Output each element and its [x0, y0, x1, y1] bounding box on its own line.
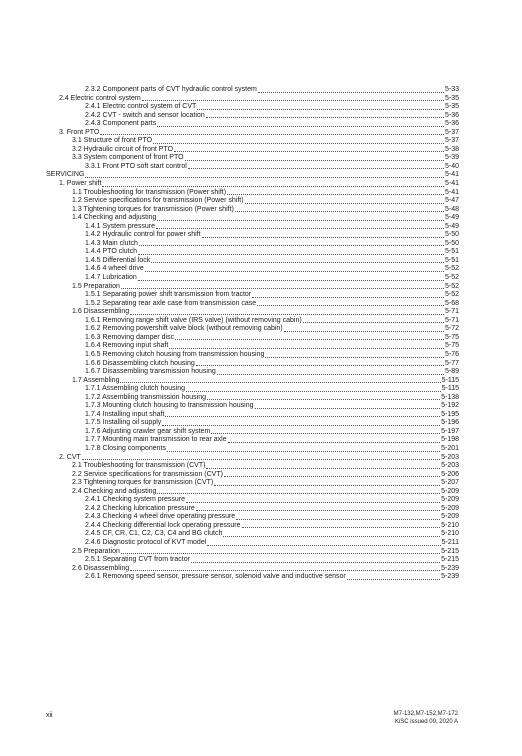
toc-entry-page: 5-49 — [444, 214, 459, 222]
toc-entry-page: 5-210 — [441, 530, 459, 538]
toc-entry-page: 5-209 — [441, 496, 459, 504]
toc-entry-page: 5-215 — [441, 556, 459, 564]
toc-entry-title: 2.1 Troubleshooting for transmission (CVT) — [72, 462, 206, 470]
toc-entry-title: 1.6.3 Removing damper disc — [85, 333, 175, 341]
toc-entry-title: 3.3 System component of front PTO — [72, 154, 184, 162]
toc-entry-page: 5-203 — [441, 462, 459, 470]
page-number: xii — [46, 712, 53, 719]
toc-entry[interactable] — [0, 573, 522, 582]
toc-entry-title: 1.4.6 4 wheel drive — [85, 265, 144, 273]
toc-entry-page: 5-89 — [444, 368, 459, 376]
toc-entry-page: 5-38 — [444, 145, 459, 153]
toc-entry-title: 1.3 Tightening torques for transmission (Power shift) — [72, 205, 234, 213]
toc-entry-title: 1.7.5 Installing oil supply — [85, 419, 162, 427]
toc-entry-title: 1.4 Checking and adjusting — [72, 214, 157, 222]
toc-entry-page: 5-50 — [444, 239, 459, 247]
issue-note: KiSC issued 09, 2020 A — [394, 718, 458, 725]
toc-entry-page: 5-36 — [444, 120, 459, 128]
toc-entry-title: 2. CVT — [59, 453, 81, 461]
toc-entry-page: 5-77 — [444, 359, 459, 367]
toc-entry[interactable] — [0, 565, 522, 574]
toc-entry-page: 5-207 — [441, 479, 459, 487]
toc-entry-page: 5-47 — [444, 197, 459, 205]
toc-entry-title: 1.7.2 Assembling transmission housing — [85, 393, 207, 401]
toc-entry-title: 2.4.2 CVT - switch and sensor location — [85, 111, 205, 119]
toc-entry-title: 2.5 Preparation — [72, 547, 120, 555]
toc-entry-title: 3.3.1 Front PTO soft start control — [85, 162, 187, 170]
toc-entry-title: 1.6.4 Removing input shaft — [85, 342, 169, 350]
toc-entry-page: 5-39 — [444, 154, 459, 162]
toc-entry-title: 1.4.4 PTO clutch — [85, 248, 138, 256]
toc-entry-page: 5-209 — [441, 504, 459, 512]
toc-entry-title: 1.4.1 System pressure — [85, 222, 156, 230]
toc-entry-page: 5-52 — [444, 282, 459, 290]
toc-entry-page: 5-71 — [444, 308, 459, 316]
toc-entry-page: 5-35 — [444, 103, 459, 111]
toc-entry-page: 5-192 — [441, 402, 459, 410]
toc-entry-title: 2.4 Electric control system — [59, 94, 141, 102]
toc-entry-page: 5-51 — [444, 248, 459, 256]
toc-entry-page: 5-33 — [444, 86, 459, 93]
toc-entry-title: 1.2 Service specifications for transmission (Power shift) — [72, 197, 244, 205]
toc-entry-page: 5-52 — [444, 265, 459, 273]
toc-entry-title: 1.6.5 Removing clutch housing from transmission housing — [85, 350, 265, 358]
toc-entry-page: 5-37 — [444, 137, 459, 145]
toc-entry-page: 5-52 — [444, 291, 459, 299]
toc-entry-page: 5-115 — [441, 376, 459, 384]
toc-entry-page: 5-76 — [444, 350, 459, 358]
toc-entry-title: 2.4.3 Component parts — [85, 120, 157, 128]
toc-entry-title: 1.1 Troubleshooting for transmission (Power shift) — [72, 188, 227, 196]
toc-entry-title: 2.5.1 Separating CVT from tractor — [85, 556, 190, 564]
toc-entry-title: 1.7.4 Installing input shaft — [85, 410, 165, 418]
toc-entry-page: 5-71 — [444, 316, 459, 324]
toc-entry-page: 5-75 — [444, 333, 459, 341]
toc-entry-page: 5-209 — [441, 513, 459, 521]
toc-entry-page: 5-68 — [444, 299, 459, 307]
toc-entry-title: 1.4.5 Differential lock — [85, 256, 151, 264]
toc-entry-title: 2.6 Disassembling — [72, 564, 130, 572]
toc-entry-page: 5-138 — [441, 393, 459, 401]
toc-entry-page: 5-41 — [444, 188, 459, 196]
toc-entry-title: 2.4.6 Diagnostic protocol of KVT model — [85, 538, 207, 546]
toc-entry-page: 5-211 — [441, 538, 459, 546]
toc-entry-title: 2.4.3 Checking 4 wheel drive operating pressure — [85, 513, 236, 521]
toc-entry-page: 5-72 — [444, 325, 459, 333]
toc-entry-page: 5-52 — [444, 274, 459, 282]
toc-entry-page: 5-51 — [444, 256, 459, 264]
toc-entry-title: 1.7.1 Assembling clutch housing — [85, 385, 186, 393]
toc-entry-page: 5-210 — [441, 521, 459, 529]
toc-entry-page: 5-195 — [441, 410, 459, 418]
toc-entry-title: 1.6.6 Disassembling clutch housing — [85, 359, 195, 367]
toc-entry-title: 2.3.2 Component parts of CVT hydraulic control system — [85, 86, 257, 93]
toc-entry-title: 1.6.1 Removing range shift valve (IRS valve) (without removing cabin) — [85, 316, 302, 324]
toc-entry-page: 5-49 — [444, 222, 459, 230]
toc-entry-page: 5-40 — [444, 162, 459, 170]
toc-entry-page: 5-197 — [441, 427, 459, 435]
toc-entry-page: 5-36 — [444, 111, 459, 119]
toc-entry-title: 1.5 Preparation — [72, 282, 120, 290]
toc-entry-title: 2.6.1 Removing speed sensor, pressure sensor, solenoid valve and inductive sensor — [85, 573, 346, 581]
toc-entry-title: 1. Power shift — [59, 180, 102, 188]
toc-entry-title: SERVICING — [46, 171, 85, 179]
toc-entry-title: 2.4 Checking and adjusting — [72, 487, 157, 495]
footer-info — [394, 711, 458, 726]
model-list: M7-132,M7-152,M7-172 — [393, 711, 458, 717]
toc-entry-title: 1.7.3 Mounting clutch housing to transmission housing — [85, 402, 254, 410]
toc-entry-page: 5-239 — [441, 573, 459, 581]
toc-entry-title: 1.6.7 Disassembling transmission housing — [85, 368, 216, 376]
toc-entry-title: 1.7.8 Closing components — [85, 444, 166, 452]
toc-entry-page: 5-35 — [444, 94, 459, 102]
toc-entry-title: 1.4.7 Lubrication — [85, 274, 137, 282]
toc-entry-title: 3.1 Structure of front PTO — [72, 137, 153, 145]
toc-entry-title: 2.3 Tightening torques for transmission (CVT) — [72, 479, 214, 487]
toc-entry-page: 5-50 — [444, 231, 459, 239]
toc-entry-title: 1.4.3 Main clutch — [85, 239, 138, 247]
toc-entry-page: 5-115 — [441, 385, 459, 393]
toc-entry-title: 2.4.4 Checking differential lock operating pressure — [85, 521, 241, 529]
toc-entry-title: 1.7.7 Mounting main transmission to rear axle — [85, 436, 227, 444]
toc-entry-page: 5-41 — [444, 180, 459, 188]
toc-entry-page: 5-203 — [441, 453, 459, 461]
toc-entry-title: 1.6 Disassembling — [72, 308, 130, 316]
toc-entry-title: 1.6.2 Removing powershift valve block (without removing cabin) — [85, 325, 283, 333]
toc-entry-page: 5-215 — [441, 547, 459, 555]
toc-entry-title: 2.4.1 Checking system pressure — [85, 496, 185, 504]
toc-entry-title: 3.2 Hydraulic circuit of front PTO — [72, 145, 174, 153]
toc-entry-title: 1.5.2 Separating rear axle case from transmission case — [85, 299, 257, 307]
toc-entry-page: 5-206 — [441, 470, 459, 478]
toc-entry-page: 5-209 — [441, 487, 459, 495]
toc-entry-page: 5-239 — [441, 564, 459, 572]
toc-entry-page: 5-48 — [444, 205, 459, 213]
toc-entry-page: 5-201 — [441, 444, 459, 452]
table-of-contents — [0, 86, 522, 582]
toc-entry-page: 5-196 — [441, 419, 459, 427]
toc-entry-title: 2.4.2 Checking lubrication pressure — [85, 504, 195, 512]
toc-entry-page: 5-37 — [444, 128, 459, 136]
toc-leader-dots — [347, 570, 440, 580]
toc-entry-title: 1.7.6 Adjusting crawler gear shift system — [85, 427, 211, 435]
toc-entry-title: 1.7 Assembling — [72, 376, 120, 384]
toc-entry-title: 2.4.1 Electric control system of CVT — [85, 103, 197, 111]
toc-entry-title: 1.5.1 Separating power shift transmission from tractor — [85, 291, 252, 299]
toc-entry-title: 3. Front PTO — [59, 128, 100, 136]
toc-entry-page: 5-198 — [441, 436, 459, 444]
toc-entry-title: 1.4.2 Hydraulic control for power shift — [85, 231, 201, 239]
toc-entry-title: 2.4.5 CF, CR, C1, C2, C3, C4 and BG clutch — [85, 530, 223, 538]
toc-entry-page: 5-41 — [444, 171, 459, 179]
toc-entry-title: 2.2 Service specifications for transmission (CVT) — [72, 470, 223, 478]
toc-entry-page: 5-75 — [444, 342, 459, 350]
